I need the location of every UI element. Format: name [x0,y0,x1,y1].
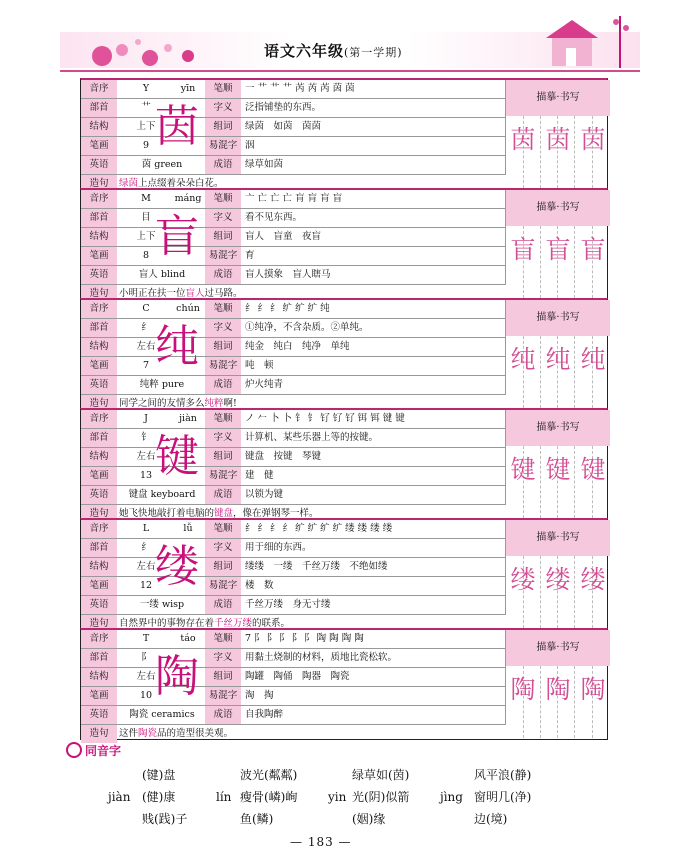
field-label: 字义 [205,209,241,227]
pinyin: máng [174,193,202,204]
field-label: 造句 [81,615,117,633]
field-value: 淘 掏 [245,690,274,701]
field-value: 建 健 [245,470,274,481]
featured-character: 纯 [155,321,199,372]
highlighted-word: 纯粹 [204,398,224,409]
field-label: 易混字 [205,357,241,375]
field-label: 造句 [81,175,117,193]
practice-grid [506,666,610,738]
field-label: 笔画 [81,687,117,705]
card-row [81,467,505,486]
practice-grid [506,336,610,408]
homophone-pinyin: yin [328,790,347,804]
field-value: ノ 𠂉 卜 卜 钅 钅 钌 钌 钌 铒 铒 键 键 [245,413,405,424]
tracing-character[interactable]: 纯 [580,345,606,374]
tracing-character[interactable]: 缕 [545,565,571,594]
field-label: 笔顺 [205,520,241,538]
field-value: 左右 [136,561,156,572]
field-label: 成语 [205,266,241,284]
pinyin: jiàn [179,413,197,424]
field-label: 笔画 [81,247,117,265]
field-label: 音序 [81,410,117,428]
field-label: 英语 [81,266,117,284]
field-label: 部首 [81,99,117,117]
field-label: 笔画 [81,577,117,595]
field-label: 英语 [81,486,117,504]
field-label: 笔画 [81,467,117,485]
field-value: 8 [142,250,150,261]
tracing-character[interactable]: 盲 [510,235,536,264]
field-label: 部首 [81,649,117,667]
field-value: 吨 顿 [245,360,274,371]
page-header [60,14,640,70]
character-card [80,408,608,520]
field-label: 组词 [205,228,241,246]
field-value: 用黏土烧制的材料，质地比瓷松软。 [245,652,398,663]
practice-label: 描摹·书写 [506,190,610,226]
field-label: 易混字 [205,467,241,485]
field-value: 盲人 盲童 夜盲 [245,231,322,242]
card-row [81,80,505,99]
homophone-group: 绿草如(茵) 光(阴)似箭 (姻)缘 [352,768,410,826]
homophone-group: (键)盘 (健)康 贱(践)子 [142,768,188,826]
field-label: 成语 [205,156,241,174]
field-label: 成语 [205,376,241,394]
field-value: L [142,523,150,534]
card-row [81,596,505,615]
card-row [81,338,505,357]
sentence-text: 她飞快地敲打着电脑的键盘，像在弹钢琴一样。 [119,508,319,519]
idiom-value: 自我陶醉 [245,709,284,720]
homophone-group: 波光(粼粼) 瘦骨(嶙)峋 鱼(鳞) [240,768,298,826]
field-value: Y [142,83,150,94]
page-title: 语文六年级(第一学期) [264,42,403,60]
idiom-value: 炉火纯青 [245,379,284,390]
highlighted-word: 键盘 [214,508,234,519]
field-value: 洇 [245,140,255,151]
practice-grid [506,446,610,518]
field-label: 英语 [81,376,117,394]
field-label: 造句 [81,395,117,413]
featured-character: 盲 [155,211,199,262]
field-value: 陶罐 陶俑 陶器 陶瓷 [245,671,350,682]
field-value: 缕缕 一缕 千丝万缕 不绝如缕 [245,561,388,572]
card-row [81,357,505,376]
practice-panel [505,300,609,395]
field-label: 组词 [205,338,241,356]
field-label: 易混字 [205,137,241,155]
flower-decoration-icon [88,30,208,70]
page-number: — 183 — [290,835,352,849]
field-label: 组词 [205,668,241,686]
homophones-title: 同音字 [85,744,122,758]
homophone-pinyin: jìng [440,790,463,804]
field-value: 左右 [136,671,156,682]
field-label: 笔画 [81,137,117,155]
field-value: 上下 [136,231,156,242]
field-label: 造句 [81,285,117,303]
card-row [81,706,505,725]
field-value: 目 [141,212,151,223]
tracing-character[interactable]: 陶 [580,675,606,704]
card-row [81,300,505,319]
card-row [81,319,505,338]
tracing-character[interactable]: 缕 [510,565,536,594]
practice-grid [506,116,610,188]
card-row [81,448,505,467]
featured-character: 陶 [155,651,199,702]
tracing-character[interactable]: 键 [545,455,571,484]
field-label: 结构 [81,118,117,136]
card-row [81,539,505,558]
field-label: 结构 [81,558,117,576]
field-value: 左右 [136,341,156,352]
field-label: 部首 [81,429,117,447]
field-value: 亠 亡 亡 亡 肓 肓 肓 盲 [245,193,343,204]
field-value: 育 [245,250,255,261]
field-value: 纟 纟 纟 纟 纩 纩 纩 纩 缕 缕 缕 缕 [245,523,393,534]
field-value: 7 [142,360,150,371]
field-label: 成语 [205,706,241,724]
field-value: C [142,303,150,314]
practice-panel [505,190,609,285]
highlighted-word: 陶瓷 [138,728,158,739]
character-card [80,628,608,740]
field-label: 英语 [81,596,117,614]
pinyin: lǚ [183,523,193,534]
practice-panel [505,80,609,175]
field-label: 音序 [81,300,117,318]
card-row [81,649,505,668]
practice-panel [505,630,609,725]
homophone-pinyin: lín [216,790,232,804]
field-label: 笔画 [81,357,117,375]
field-label: 笔顺 [205,630,241,648]
field-label: 结构 [81,448,117,466]
character-card [80,78,608,190]
practice-label: 描摹·书写 [506,410,610,446]
tracing-character[interactable]: 陶 [545,675,571,704]
card-row [81,429,505,448]
field-value: 绿茵 如茵 茵茵 [245,121,322,132]
field-value: 纟 [141,542,151,553]
field-label: 英语 [81,156,117,174]
field-value: 纯金 纯白 纯净 单纯 [245,341,350,352]
tracing-character[interactable]: 茵 [510,125,536,154]
field-value: 楼 数 [245,580,274,591]
character-card [80,298,608,410]
field-value: 钅 [141,432,151,443]
field-label: 笔顺 [205,300,241,318]
card-row [81,99,505,118]
field-label: 组词 [205,118,241,136]
field-label: 笔顺 [205,80,241,98]
field-value: 7 阝 阝 阝 阝 阝 陶 陶 陶 陶 [245,633,364,644]
tracing-character[interactable]: 键 [580,455,606,484]
sentence-text: 这件陶瓷品的造型很美观。 [119,728,234,739]
field-label: 字义 [205,649,241,667]
card-row [81,247,505,266]
field-label: 部首 [81,539,117,557]
field-value: 9 [142,140,150,151]
card-row [81,190,505,209]
field-value: ①纯净，不含杂质。②单纯。 [245,322,369,333]
tracing-character[interactable]: 茵 [580,125,606,154]
idiom-value: 盲人摸象 盲人瞎马 [245,269,331,280]
card-row [81,137,505,156]
featured-character: 缕 [155,541,199,592]
field-value: 阝 [141,652,151,663]
card-row [81,486,505,505]
field-label: 易混字 [205,687,241,705]
card-row [81,577,505,596]
house-decoration-icon [528,14,638,70]
practice-label: 描摹·书写 [506,520,610,556]
field-label: 音序 [81,190,117,208]
highlighted-word: 千丝万缕 [214,618,253,629]
card-row [81,558,505,577]
practice-panel [505,520,609,615]
field-value: 左右 [136,451,156,462]
pinyin: táo [180,633,196,644]
field-label: 造句 [81,505,117,523]
field-value: 泛指铺垫的东西。 [245,102,322,113]
field-label: 结构 [81,668,117,686]
practice-label: 描摹·书写 [506,80,610,116]
featured-character: 茵 [155,101,199,152]
field-label: 字义 [205,539,241,557]
field-label: 部首 [81,209,117,227]
field-value: 上下 [136,121,156,132]
field-value: 键盘 按键 琴键 [245,451,322,462]
idiom-value: 千丝万缕 身无寸缕 [245,599,331,610]
character-card [80,188,608,300]
tracing-character[interactable]: 缕 [580,565,606,594]
card-row [81,520,505,539]
homophone-pinyin: jiàn [108,790,131,804]
tracing-character[interactable]: 盲 [580,235,606,264]
field-value: 13 [139,470,153,481]
tracing-character[interactable]: 纯 [545,345,571,374]
field-value: 看不见东西。 [245,212,303,223]
field-label: 音序 [81,630,117,648]
field-label: 结构 [81,338,117,356]
sentence-text: 自然界中的事物存在着千丝万缕的联系。 [119,618,291,629]
highlighted-word: 绿茵 [119,178,139,189]
english-value: 键盘 keyboard [128,489,196,500]
field-label: 字义 [205,319,241,337]
highlighted-word: 盲人 [185,288,205,299]
card-row [81,668,505,687]
english-value: 茵 green [141,159,183,170]
field-label: 笔顺 [205,410,241,428]
english-value: 盲人 blind [138,269,186,280]
homophone-group: 风平浪(静) 窗明几(净) 边(境) [474,768,532,826]
pinyin: chún [176,303,200,314]
english-value: 纯粹 pure [139,379,185,390]
field-value: M [141,193,151,204]
field-value: 艹 [141,102,151,113]
field-value: 12 [139,580,153,591]
field-label: 成语 [205,486,241,504]
idiom-value: 以锁为键 [245,489,284,500]
header-rule [60,70,640,72]
card-row [81,209,505,228]
practice-label: 描摹·书写 [506,300,610,336]
field-value: 纟 [141,322,151,333]
field-label: 音序 [81,80,117,98]
field-label: 易混字 [205,577,241,595]
magnifier-icon [66,742,82,758]
tracing-character[interactable]: 茵 [545,125,571,154]
field-value: 10 [139,690,153,701]
card-row [81,228,505,247]
card-row [81,118,505,137]
featured-character: 键 [155,431,199,482]
sentence-text: 小明正在扶一位盲人过马路。 [119,288,243,299]
practice-grid [506,226,610,298]
tracing-character[interactable]: 盲 [545,235,571,264]
sentence-text: 同学之间的友情多么纯粹啊! [119,398,237,409]
field-value: J [144,413,148,424]
idiom-value: 绿草如茵 [245,159,284,170]
field-label: 组词 [205,558,241,576]
field-value: 纟 纟 纟 纩 纩 纩 纯 [245,303,330,314]
field-value: T [142,633,150,644]
field-label: 字义 [205,99,241,117]
field-label: 结构 [81,228,117,246]
card-row [81,630,505,649]
tracing-character[interactable]: 键 [510,455,536,484]
character-card [80,518,608,630]
practice-grid [506,556,610,628]
field-label: 造句 [81,725,117,743]
field-label: 英语 [81,706,117,724]
pinyin: yīn [180,83,196,94]
tracing-character[interactable]: 纯 [510,345,536,374]
field-label: 部首 [81,319,117,337]
practice-panel [505,410,609,505]
field-value: 用于细的东西。 [245,542,312,553]
field-value: 一 艹 艹 艹 芮 芮 芮 茵 茵 [245,83,355,94]
sentence-text: 绿茵上点缀着朵朵白花。 [119,178,224,189]
card-row [81,156,505,175]
field-label: 字义 [205,429,241,447]
field-label: 组词 [205,448,241,466]
field-label: 成语 [205,596,241,614]
field-label: 音序 [81,520,117,538]
practice-label: 描摹·书写 [506,630,610,666]
english-value: 一缕 wisp [139,599,185,610]
card-row [81,687,505,706]
field-value: 计算机、某些乐器上等的按键。 [245,432,379,443]
card-row [81,376,505,395]
field-label: 易混字 [205,247,241,265]
field-label: 笔顺 [205,190,241,208]
card-row [81,266,505,285]
english-value: 陶瓷 ceramics [129,709,195,720]
card-row [81,410,505,429]
tracing-character[interactable]: 陶 [510,675,536,704]
